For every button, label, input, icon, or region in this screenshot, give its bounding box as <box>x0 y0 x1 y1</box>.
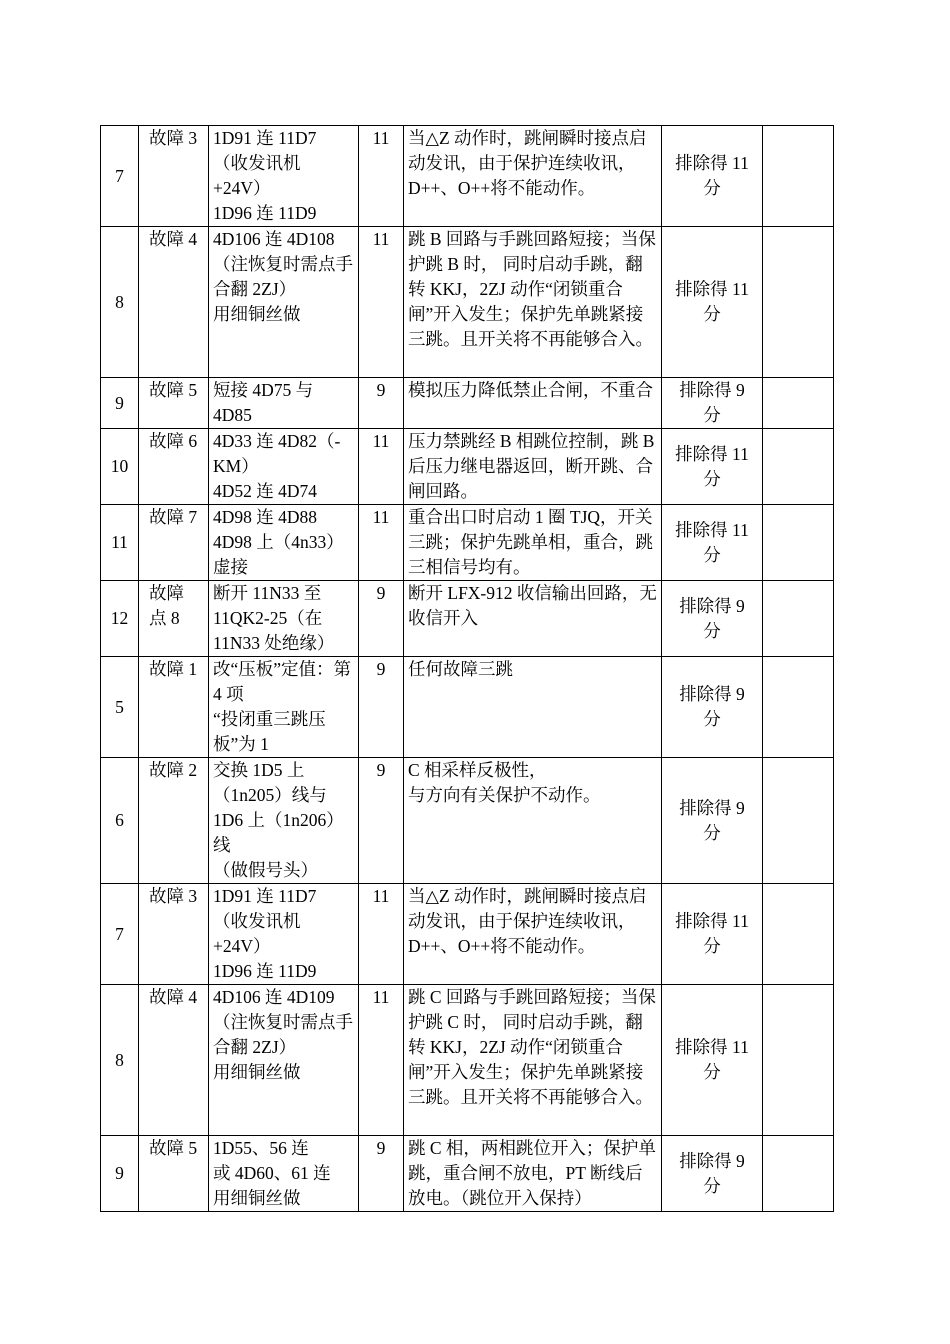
wiring-cell: 4D98 连 4D88 4D98 上（4n33） 虚接 <box>209 505 359 581</box>
table-row <box>101 581 834 657</box>
score-cell: 排除得 11 分 <box>662 505 763 581</box>
table-row <box>101 505 834 581</box>
table-row <box>101 378 834 429</box>
fault-name-cell: 故障 7 <box>139 505 209 581</box>
note-cell <box>763 505 834 581</box>
table-row <box>101 884 834 985</box>
phenomenon-cell: 跳 C 相，两相跳位开入；保护单跳，重合闸不放电，PT 断线后放电。（跳位开入保持） <box>404 1136 662 1212</box>
note-cell <box>763 657 834 758</box>
table-row <box>101 126 834 227</box>
score-cell: 排除得 11 分 <box>662 126 763 227</box>
fault-name-cell: 故障 1 <box>139 657 209 758</box>
score-cell: 排除得 11 分 <box>662 227 763 378</box>
row-number-cell: 9 <box>101 378 139 429</box>
fault-name-cell: 故障 3 <box>139 884 209 985</box>
table-row <box>101 657 834 758</box>
points-cell: 9 <box>359 1136 404 1212</box>
points-cell: 9 <box>359 378 404 429</box>
note-cell <box>763 758 834 884</box>
wiring-cell: 断开 11N33 至 11QK2-25（在 11N33 处绝缘） <box>209 581 359 657</box>
points-cell: 9 <box>359 581 404 657</box>
note-cell <box>763 227 834 378</box>
score-cell: 排除得 11 分 <box>662 429 763 505</box>
wiring-cell: 4D106 连 4D109 （注恢复时需点手合翻 2ZJ） 用细铜丝做 <box>209 985 359 1136</box>
note-cell <box>763 126 834 227</box>
phenomenon-cell: 跳 B 回路与手跳回路短接；当保护跳 B 时， 同时启动手跳，翻转 KKJ，2ZJ 动作“闭锁重合闸”开入发生；保护先单跳紧接三跳。且开关将不再能够合入。 <box>404 227 662 378</box>
note-cell <box>763 985 834 1136</box>
fault-name-cell: 故障 4 <box>139 985 209 1136</box>
fault-name-cell: 故障 2 <box>139 758 209 884</box>
wiring-cell: 交换 1D5 上 （1n205）线与 1D6 上（1n206）线 （做假号头） <box>209 758 359 884</box>
table-row <box>101 985 834 1136</box>
note-cell <box>763 1136 834 1212</box>
table-row <box>101 1136 834 1212</box>
row-number-cell: 12 <box>101 581 139 657</box>
wiring-cell: 短接 4D75 与 4D85 <box>209 378 359 429</box>
score-cell: 排除得 9 分 <box>662 1136 763 1212</box>
phenomenon-cell: 跳 C 回路与手跳回路短接；当保护跳 C 时， 同时启动手跳，翻转 KKJ，2ZJ 动作“闭锁重合闸”开入发生；保护先单跳紧接三跳。且开关将不再能够合入。 <box>404 985 662 1136</box>
phenomenon-cell: 当△Z 动作时，跳闸瞬时接点启动发讯，由于保护连续收讯，D++、O++将不能动作。 <box>404 884 662 985</box>
row-number-cell: 7 <box>101 884 139 985</box>
score-cell: 排除得 9 分 <box>662 581 763 657</box>
points-cell: 9 <box>359 657 404 758</box>
points-cell: 11 <box>359 429 404 505</box>
phenomenon-cell: 模拟压力降低禁止合闸，不重合 <box>404 378 662 429</box>
points-cell: 11 <box>359 505 404 581</box>
note-cell <box>763 429 834 505</box>
points-cell: 11 <box>359 985 404 1136</box>
fault-name-cell: 故障 3 <box>139 126 209 227</box>
score-cell: 排除得 9 分 <box>662 758 763 884</box>
score-cell: 排除得 11 分 <box>662 884 763 985</box>
points-cell: 11 <box>359 126 404 227</box>
row-number-cell: 9 <box>101 1136 139 1212</box>
score-cell: 排除得 9 分 <box>662 378 763 429</box>
fault-name-cell: 故障 5 <box>139 378 209 429</box>
points-cell: 9 <box>359 758 404 884</box>
fault-name-cell: 故障 5 <box>139 1136 209 1212</box>
score-cell: 排除得 11 分 <box>662 985 763 1136</box>
row-number-cell: 11 <box>101 505 139 581</box>
table-row <box>101 758 834 884</box>
note-cell <box>763 884 834 985</box>
phenomenon-cell: 压力禁跳经 B 相跳位控制，跳 B 后压力继电器返回，断开跳、合闸回路。 <box>404 429 662 505</box>
fault-name-cell: 故障 点 8 <box>139 581 209 657</box>
points-cell: 11 <box>359 884 404 985</box>
row-number-cell: 8 <box>101 985 139 1136</box>
score-cell: 排除得 9 分 <box>662 657 763 758</box>
phenomenon-cell: 任何故障三跳 <box>404 657 662 758</box>
row-number-cell: 6 <box>101 758 139 884</box>
wiring-cell: 1D91 连 11D7 （收发讯机 +24V） 1D96 连 11D9 <box>209 884 359 985</box>
table-row <box>101 227 834 378</box>
phenomenon-cell: 重合出口时启动 1 圈 TJQ，开关三跳；保护先跳单相，重合，跳三相信号均有。 <box>404 505 662 581</box>
phenomenon-cell: C 相采样反极性， 与方向有关保护不动作。 <box>404 758 662 884</box>
fault-name-cell: 故障 4 <box>139 227 209 378</box>
wiring-cell: 4D106 连 4D108 （注恢复时需点手合翻 2ZJ） 用细铜丝做 <box>209 227 359 378</box>
note-cell <box>763 581 834 657</box>
wiring-cell: 1D91 连 11D7 （收发讯机 +24V） 1D96 连 11D9 <box>209 126 359 227</box>
points-cell: 11 <box>359 227 404 378</box>
note-cell <box>763 378 834 429</box>
table-row <box>101 429 834 505</box>
row-number-cell: 8 <box>101 227 139 378</box>
fault-name-cell: 故障 6 <box>139 429 209 505</box>
wiring-cell: 4D33 连 4D82（-KM） 4D52 连 4D74 <box>209 429 359 505</box>
wiring-cell: 改“压板”定值：第 4 项 “投闭重三跳压板”为 1 <box>209 657 359 758</box>
row-number-cell: 5 <box>101 657 139 758</box>
fault-table <box>100 125 834 1212</box>
wiring-cell: 1D55、56 连 或 4D60、61 连 用细铜丝做 <box>209 1136 359 1212</box>
row-number-cell: 7 <box>101 126 139 227</box>
phenomenon-cell: 断开 LFX-912 收信输出回路，无收信开入 <box>404 581 662 657</box>
phenomenon-cell: 当△Z 动作时，跳闸瞬时接点启动发讯，由于保护连续收讯，D++、O++将不能动作。 <box>404 126 662 227</box>
row-number-cell: 10 <box>101 429 139 505</box>
